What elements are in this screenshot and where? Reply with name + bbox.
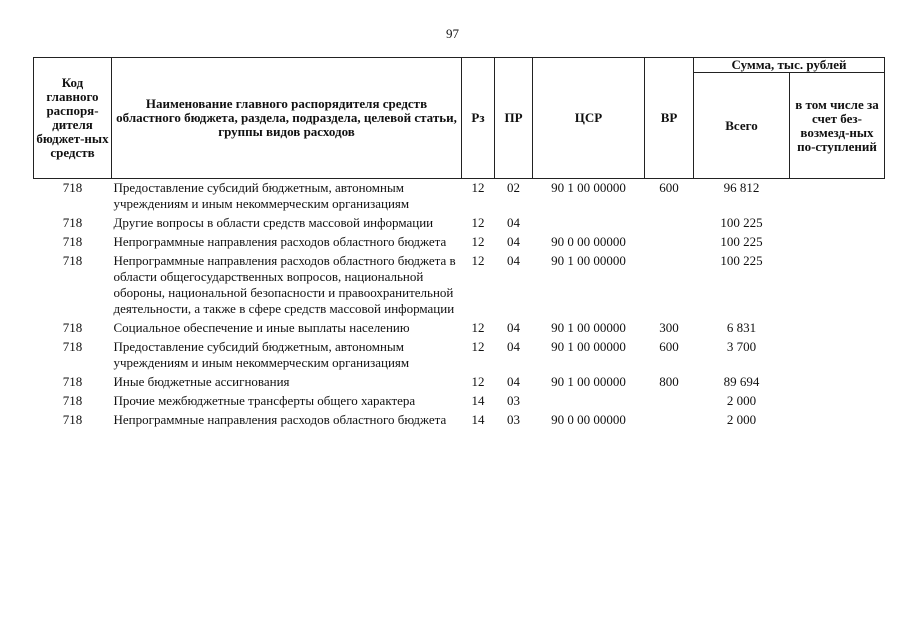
cell-csr: 90 1 00 00000 (551, 339, 626, 354)
cell-pr: 04 (507, 253, 520, 268)
cell-grants (790, 338, 885, 373)
cell-name: Непрограммные направления расходов областного бюджета (113, 412, 447, 427)
cell-rz: 12 (471, 339, 485, 354)
cell-csr (533, 214, 645, 233)
cell-rz: 12 (471, 215, 485, 230)
table-row (34, 338, 885, 373)
cell-name: Предоставление субсидий бюджетным, автономным учреждениям и иным некоммерческим организациям (113, 180, 410, 211)
cell-name: Непрограммные направления расходов областного бюджета в области общегосударственных вопросов, национальной обороны, национальной безопасности и правоохранительной деятельности, а также в сфере средств массовой информации (113, 253, 456, 316)
cell-csr: 90 1 00 00000 (551, 320, 626, 335)
cell-total: 100 225 (720, 234, 763, 249)
header-sum: Сумма, тыс. рублей (694, 58, 885, 73)
cell-code: 718 (62, 180, 83, 195)
cell-grants (790, 392, 885, 411)
cell-pr: 02 (507, 180, 520, 195)
table-row (34, 179, 885, 215)
table-row (34, 252, 885, 319)
header-rz: Рз (462, 58, 495, 179)
table-row (34, 214, 885, 233)
cell-code: 718 (62, 339, 83, 354)
cell-code: 718 (62, 412, 83, 427)
cell-vr (645, 411, 694, 430)
page-number: 97 (446, 26, 459, 41)
cell-grants (790, 233, 885, 252)
table-row (34, 373, 885, 392)
cell-code: 718 (62, 253, 83, 268)
cell-grants (790, 179, 885, 215)
budget-table (33, 57, 885, 430)
header-code: Код главного распоря-дителя бюджет-ных средств (34, 58, 112, 179)
header-vr: ВР (645, 58, 694, 179)
cell-total: 2 000 (726, 393, 757, 408)
cell-grants (790, 252, 885, 319)
cell-total: 100 225 (720, 253, 763, 268)
cell-grants (790, 411, 885, 430)
cell-vr: 600 (659, 180, 679, 195)
table-row (34, 319, 885, 338)
cell-code: 718 (62, 393, 83, 408)
cell-code: 718 (62, 215, 83, 230)
cell-name: Социальное обеспечение и иные выплаты населению (113, 320, 410, 335)
table-row (34, 233, 885, 252)
cell-pr: 04 (507, 339, 520, 354)
cell-rz: 12 (471, 320, 485, 335)
header-pr: ПР (495, 58, 533, 179)
cell-code: 718 (62, 234, 83, 249)
header-grants: в том числе за счет без-возмезд-ных по-ступлений (790, 73, 885, 179)
cell-csr: 90 0 00 00000 (551, 234, 626, 249)
cell-csr: 90 1 00 00000 (551, 253, 626, 268)
cell-name: Непрограммные направления расходов областного бюджета (113, 234, 447, 249)
cell-total: 100 225 (720, 215, 763, 230)
cell-rz: 12 (471, 234, 485, 249)
cell-name: Другие вопросы в области средств массовой информации (113, 215, 434, 230)
cell-name: Прочие межбюджетные трансферты общего характера (113, 393, 416, 408)
cell-total: 89 694 (723, 374, 760, 389)
header-name: Наименование главного распорядителя средств областного бюджета, раздела, подраздела, целевой статьи, группы видов расходов (112, 58, 462, 179)
cell-vr (645, 252, 694, 319)
cell-name: Предоставление субсидий бюджетным, автономным учреждениям и иным некоммерческим организациям (113, 339, 410, 370)
cell-csr: 90 1 00 00000 (551, 374, 626, 389)
cell-pr: 03 (507, 393, 520, 408)
cell-pr: 04 (507, 215, 520, 230)
cell-rz: 14 (471, 412, 485, 427)
table-row (34, 411, 885, 430)
cell-vr: 600 (659, 339, 679, 354)
cell-rz: 12 (471, 374, 485, 389)
cell-pr: 03 (507, 412, 520, 427)
cell-total: 2 000 (726, 412, 757, 427)
table-header (34, 58, 885, 179)
cell-total: 6 831 (726, 320, 757, 335)
cell-vr: 300 (659, 320, 679, 335)
cell-csr: 90 1 00 00000 (551, 180, 626, 195)
cell-vr: 800 (659, 374, 679, 389)
cell-rz: 14 (471, 393, 485, 408)
cell-vr (645, 392, 694, 411)
cell-total: 3 700 (726, 339, 757, 354)
cell-rz: 12 (471, 180, 485, 195)
cell-total: 96 812 (723, 180, 760, 195)
cell-vr (645, 214, 694, 233)
cell-grants (790, 373, 885, 392)
cell-grants (790, 319, 885, 338)
cell-name: Иные бюджетные ассигнования (113, 374, 290, 389)
header-csr: ЦСР (533, 58, 645, 179)
cell-code: 718 (62, 320, 83, 335)
cell-code: 718 (62, 374, 83, 389)
table-row (34, 392, 885, 411)
cell-csr: 90 0 00 00000 (551, 412, 626, 427)
cell-csr (533, 392, 645, 411)
header-total: Всего (694, 73, 790, 179)
table-body (34, 179, 885, 431)
cell-grants (790, 214, 885, 233)
cell-rz: 12 (471, 253, 485, 268)
cell-vr (645, 233, 694, 252)
cell-pr: 04 (507, 320, 520, 335)
cell-pr: 04 (507, 374, 520, 389)
cell-pr: 04 (507, 234, 520, 249)
